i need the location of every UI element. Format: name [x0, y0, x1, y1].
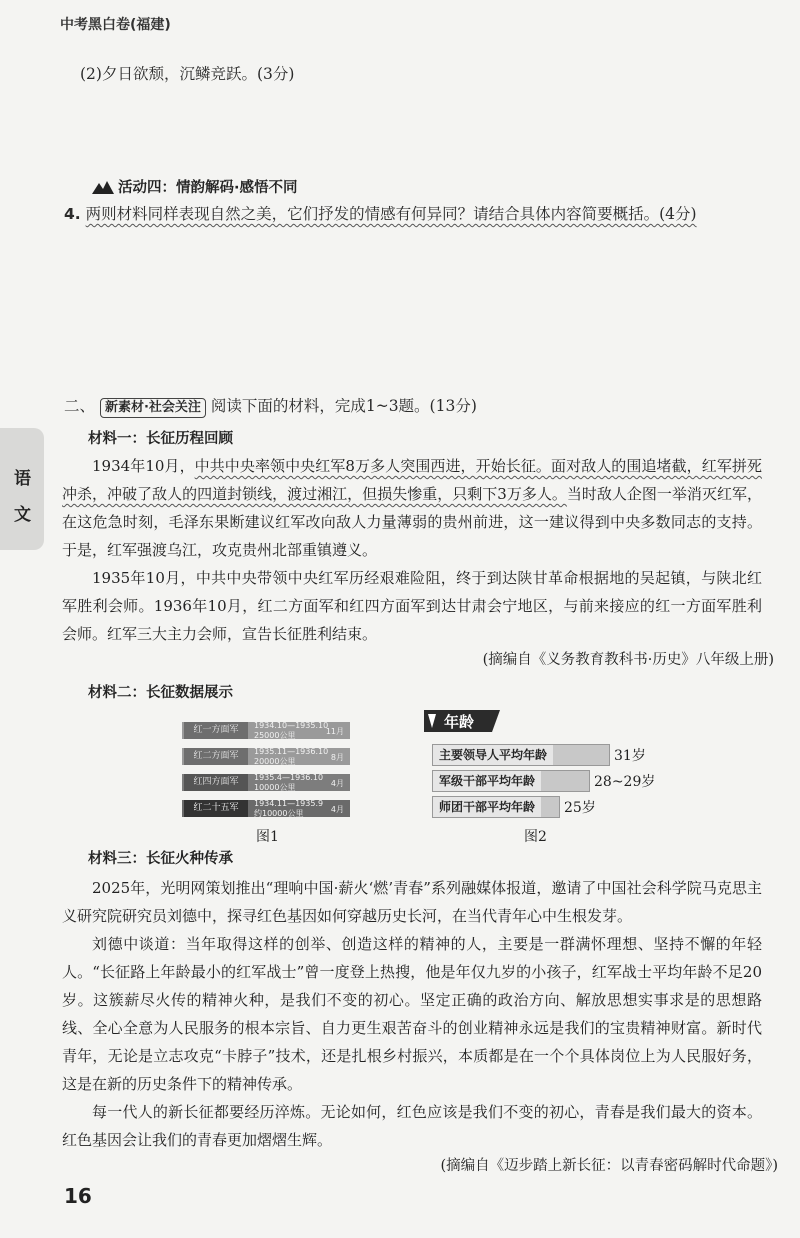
material-3-source: (摘编自《迈步踏上新长征：以青春密码解时代命题》)	[440, 1158, 778, 1174]
m1-p1-b: 中共中央率领中央红军8万多人突围西进，开始长征。	[194, 457, 551, 475]
age-bar-value: 28~29岁	[594, 774, 656, 790]
question-4-number: 4.	[64, 205, 81, 223]
fig1-row-duration: 4月	[330, 805, 344, 814]
age-bar-label: 主要领导人平均年龄	[433, 745, 553, 765]
fig1-row-duration: 4月	[330, 779, 344, 788]
fig1-row	[182, 748, 350, 765]
activity-heading	[92, 176, 298, 197]
age-bar	[432, 770, 590, 792]
figure-2-heading	[424, 710, 500, 732]
fig1-row-label: 红一方面军	[184, 722, 248, 739]
figure-1-caption: 图1	[256, 829, 279, 845]
fig1-row-distance: 20000公里	[254, 757, 296, 766]
fig1-row-distance: 约10000公里	[254, 809, 304, 818]
material-3-paragraph-3: 每一代人的新长征都要经历淬炼。无论如何，红色应该是我们不变的初心，青春是我们最大的资本。红色基因会让我们的青春更加熠熠生辉。	[62, 1103, 762, 1149]
question-4-text: 两则材料同样表现自然之美，它们抒发的情感有何异同？请结合具体内容简要概括。(4分)	[85, 205, 697, 223]
material-1-title: 材料一：长征历程回顾	[88, 431, 233, 447]
section-2-prefix: 二、	[64, 397, 96, 415]
fig1-row-distance: 25000公里	[254, 731, 296, 740]
fig1-row-distance: 10000公里	[254, 783, 296, 792]
question-4	[64, 200, 784, 228]
fig1-row	[182, 722, 350, 739]
section-2-header	[64, 392, 477, 420]
age-bar	[432, 744, 610, 766]
fig1-row-duration: 11月	[325, 727, 344, 736]
fig1-row-label: 红二十五军	[184, 800, 248, 817]
age-bar-value: 31岁	[614, 748, 646, 764]
material-3-paragraph-1: 2025年，光明网策划推出“理响中国·薪火‘燃’青春”系列融媒体报道，邀请了中国社会科学院马克思主义研究院研究员刘德中，探寻红色基因如何穿越历史长河，在当代青年心中生根发芽。	[62, 879, 762, 925]
m1-p1-c: 面对敌人的围追堵截，红军拼死冲杀，冲破了敌人的四道封锁线，渡过湘江，但损失惨重，只剩下3万多人。	[62, 457, 762, 503]
mountain-icon	[92, 180, 114, 194]
question-2-text: (2)夕日欲颓，沉鳞竞跃。(3分)	[80, 65, 295, 83]
material-2-title: 材料二：长征数据展示	[88, 685, 233, 701]
m1-p1-d: 当时敌人企图一举消灭红军，在这危急时刻，毛泽东果断建议红军改向敌人力量薄弱的贵州前进，这一建议得到中央多数同志的支持。于是，红军强渡乌江，攻克贵州北部重镇遵义。	[62, 485, 762, 559]
age-heading-text: 年龄	[444, 713, 475, 731]
fig1-row-dates: 1935.11—1936.10	[254, 747, 329, 756]
material-3-paragraph-2: 刘德中谈道：当年取得这样的创举、创造这样的精神的人，主要是一群满怀理想、坚持不懈的年轻人。“长征路上年龄最小的红军战士”曾一度登上热搜，他是年仅九岁的小孩子，红军战士平均年龄不足20岁。这簇薪尽火传的精神火种，是我们不变的初心。坚定正确的政治方向、解放思想实事求是的思想路线、全心全意为人民服务的根本宗旨、自力更生艰苦奋斗的创业精神永远是我们的宝贵精神财富。新时代青年，无论是立志攻克“卡脖子”技术，还是扎根乡村振兴，本质都是在一个个具体岗位上为人民服好务，这是在新的历史条件下的精神传承。	[62, 935, 762, 1093]
material-1-paragraph-1	[62, 452, 762, 564]
material-1-source: (摘编自《义务教育教科书·历史》八年级上册)	[482, 652, 774, 668]
m1-p1-a: 1934年10月，	[92, 457, 195, 475]
fig1-row	[182, 800, 350, 817]
age-bar-value: 25岁	[564, 800, 596, 816]
fig1-row-label: 红二方面军	[184, 748, 248, 765]
fig1-row-dates: 1935.4—1936.10	[254, 773, 324, 782]
figure-2-caption: 图2	[524, 829, 547, 845]
material-1-paragraph-2: 1935年10月，中共中央带领中央红军历经艰难险阻，终于到达陕甘革命根据地的吴起镇，与陕北红军胜利会师。1936年10月，红二方面军和红四方面军到达甘肃会宁地区，与前来接应的红一方面军胜利会师。红军三大主力会师，宣告长征胜利结束。	[62, 569, 762, 643]
page-number: 16	[64, 1184, 92, 1208]
age-bar	[432, 796, 560, 818]
subject-side-tab	[0, 428, 44, 550]
new-material-badge: 新素材·社会关注	[100, 398, 206, 418]
activity-title: 活动四：情韵解码·感悟不同	[118, 180, 298, 196]
fig1-row-duration: 8月	[330, 753, 344, 762]
fig1-row	[182, 774, 350, 791]
side-tab-char-2: 文	[14, 505, 31, 525]
fig1-row-dates: 1934.10—1935.10	[254, 721, 329, 730]
fig1-row-label: 红四方面军	[184, 774, 248, 791]
book-header: 中考黑白卷(福建)	[60, 17, 171, 33]
age-bar-label: 军级干部平均年龄	[433, 771, 541, 791]
side-tab-char-1: 语	[14, 469, 31, 489]
material-3-title: 材料三：长征火种传承	[88, 851, 233, 867]
section-2-instruction: 阅读下面的材料，完成1~3题。(13分)	[210, 397, 477, 415]
fig1-row-dates: 1934.11—1935.9	[254, 799, 324, 808]
age-bar-label: 师团干部平均年龄	[433, 797, 541, 817]
